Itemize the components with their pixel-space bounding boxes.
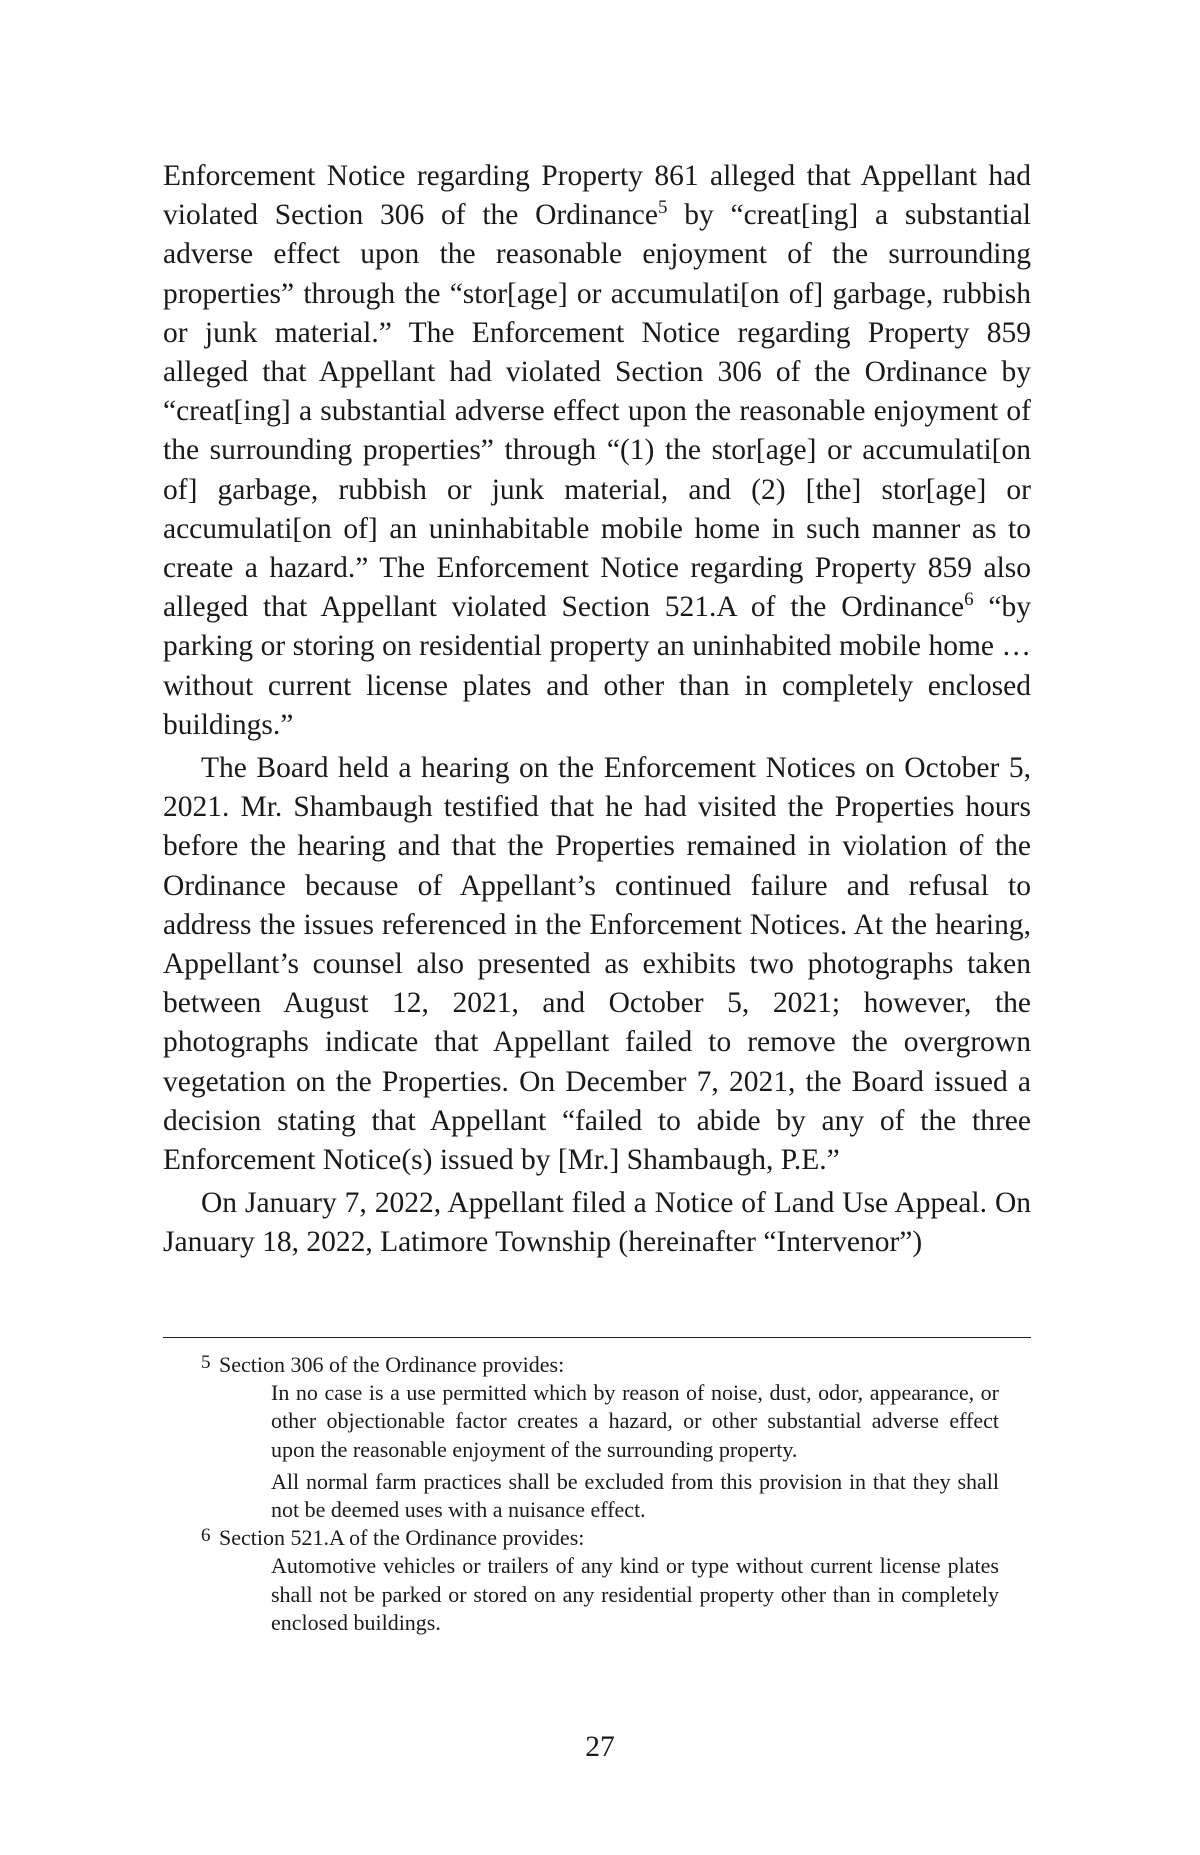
footnote-5-quote-para-2: All normal farm practices shall be excluded from this provision in that they shall not be deemed uses with a nuisance effect. bbox=[271, 1468, 999, 1523]
footnote-6-quote bbox=[163, 1552, 1031, 1637]
footnote-6 bbox=[163, 1524, 1031, 1637]
body-text bbox=[163, 157, 1031, 1263]
paragraph-1-part-b: by “creat[ing] a substantial adverse effect upon the reasonable enjoyment of the surrounding properties” through the “stor[age] or accumulati[on of] garbage, rubbish or junk material.” The Enforcement Notice regarding Property 859 alleged that Appellant had violated Section 306 of the Ordinance by “creat[ing] a substantial adverse effect upon the reasonable enjoyment of the surrounding properties” through “(1) the stor[age] or accumulati[on of] garbage, rubbish or junk material, and (2) [the] stor[age] or accumulati[on of] an uninhabitable mobile home in such manner as to create a hazard.” The Enforcement Notice regarding Property 859 also alleged that Appellant violated Section 521.A of the Ordinance bbox=[163, 199, 1031, 624]
footnotes bbox=[163, 1351, 1031, 1637]
footnote-ref-6[interactable]: 6 bbox=[964, 589, 974, 611]
footnote-ref-5[interactable]: 5 bbox=[657, 197, 668, 219]
footnote-5-number: 5 bbox=[201, 1352, 211, 1373]
paragraph-1 bbox=[163, 157, 1031, 745]
paragraph-2: The Board held a hearing on the Enforcement Notices on October 5, 2021. Mr. Shambaugh testified that he had visited the Properties hours before the hearing and that the Properties remained in violation of the Ordinance because of Appellant’s continued failure and refusal to address the issues referenced in the Enforcement Notices. At the hearing, Appellant’s counsel also presented as exhibits two photographs taken between August 12, 2021, and October 5, 2021; however, the photographs indicate that Appellant failed to remove the overgrown vegetation on the Properties. On December 7, 2021, the Board issued a decision stating that Appellant “failed to abide by any of the three Enforcement Notice(s) issued by [Mr.] Shambaugh, P.E.” bbox=[163, 752, 1031, 1177]
footnote-6-number: 6 bbox=[201, 1525, 211, 1547]
footnote-5-quote-para-1: In no case is a use permitted which by reason of noise, dust, odor, appearance, or other objectionable factor creates a hazard, or other substantial adverse effect upon the reasonable enjoyment of the surrounding property. bbox=[271, 1380, 999, 1462]
footnote-6-intro bbox=[163, 1524, 1031, 1552]
footnote-5-intro bbox=[163, 1351, 1031, 1379]
paragraph-1-part-c: “by parking or storing on residential property an uninhabited mobile home … without current license plates and other than in completely enclosed buildings.” bbox=[163, 591, 1032, 741]
paragraph-1-part-a: Enforcement Notice regarding Property 861 alleged that Appellant had violated Section 306 of the Ordinance bbox=[163, 160, 1031, 232]
footnote-5-quote bbox=[163, 1379, 1031, 1524]
footnote-6-quote-para-1: Automotive vehicles or trailers of any kind or type without current license plates shall not be parked or stored on any residential property other than in completely enclosed buildings. bbox=[271, 1553, 999, 1635]
page-number: 27 bbox=[585, 1731, 615, 1763]
footnote-6-intro-text: Section 521.A of the Ordinance provides: bbox=[219, 1525, 585, 1551]
paragraph-3: On January 7, 2022, Appellant filed a Notice of Land Use Appeal. On January 18, 2022, Latimore Township (hereinafter “Intervenor”) bbox=[163, 1187, 1031, 1259]
footnote-separator bbox=[163, 1337, 1031, 1338]
footnote-5-intro-text: Section 306 of the Ordinance provides: bbox=[219, 1352, 565, 1377]
footnote-5 bbox=[163, 1351, 1031, 1524]
